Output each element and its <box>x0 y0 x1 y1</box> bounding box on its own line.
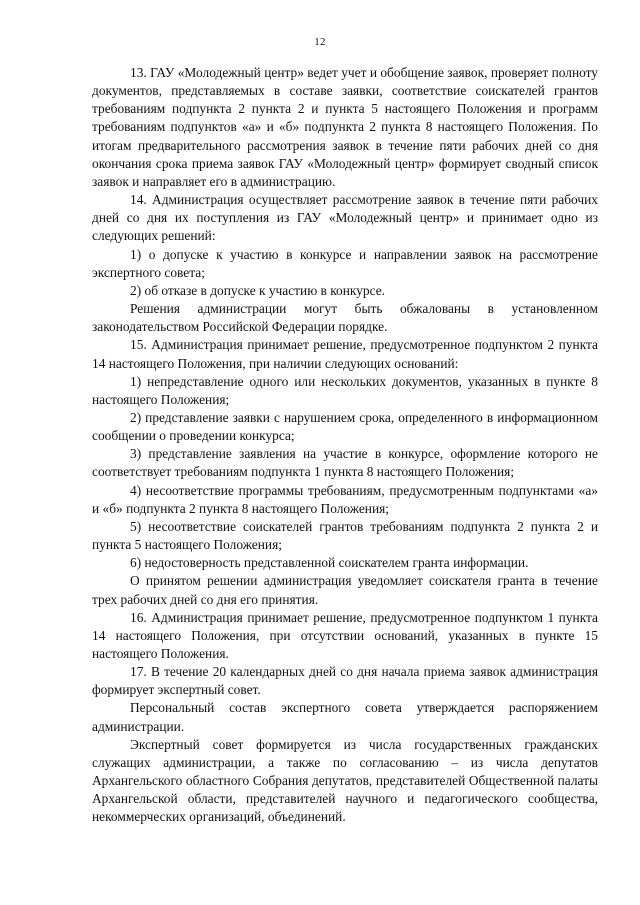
paragraph-14-item-2: 2) об отказе в допуске к участию в конкурсе. <box>130 282 386 298</box>
paragraph-16: 16. Администрация принимает решение, предусмотренное подпунктом 1 пункта 14 настоящего Положения, при отсутствии оснований, указанных в пункте 15 настоящего Положения. <box>92 609 598 661</box>
page-number: 12 <box>314 36 326 48</box>
paragraph-13: 13. ГАУ «Молодежный центр» ведет учет и обобщение заявок, проверяет полноту документов, представляемых в составе заявки, соответствие соискателей грантов требованиям подпункта 2 пункта 2 и пункта 5 настоящего Положения и программ требованиям подпунктов «а» и «б» подпункта 2 пункта 8 настоящего Положения. По итогам предварительного рассмотрения заявок в течение пяти рабочих дней со дня окончания срока приема заявок ГАУ «Молодежный центр» формирует сводный список заявок и направляет его в администрацию. <box>92 65 598 189</box>
paragraph-17-composition: Персональный состав экспертного совета утверждается распоряжением администрации. <box>92 700 598 734</box>
paragraph-14-item-1: 1) о допуске к участию в конкурсе и направлении заявок на рассмотрение экспертного совета; <box>92 246 598 280</box>
paragraph-14: 14. Администрация осуществляет рассмотрение заявок в течение пяти рабочих дней со дня их поступления из ГАУ «Молодежный центр» и принимает одно из следующих решений: <box>92 192 598 244</box>
paragraph-17: 17. В течение 20 календарных дней со дня начала приема заявок администрация формирует экспертный совет. <box>92 664 598 698</box>
paragraph-15-notice: О принятом решении администрация уведомляет соискателя гранта в течение трех рабочих дней со дня его принятия. <box>92 573 598 607</box>
paragraph-15-item-4: 4) несоответствие программы требованиям, предусмотренным подпунктами «а» и «б» подпункта 2 пункта 8 настоящего Положения; <box>92 482 598 516</box>
paragraph-15-item-5: 5) несоответствие соискателей грантов требованиям подпункта 2 пункта 2 и пункта 5 настоящего Положения; <box>92 518 598 553</box>
paragraph-15: 15. Администрация принимает решение, предусмотренное подпунктом 2 пункта 14 настоящего Положения, при наличии следующих оснований: <box>92 337 598 371</box>
paragraph-15-item-2: 2) представление заявки с нарушением срока, определенного в информационном сообщении о проведении конкурса; <box>92 409 598 444</box>
document-body <box>92 64 598 827</box>
paragraph-15-item-6: 6) недостоверность представленной соискателем гранта информации. <box>130 555 529 571</box>
paragraph-15-item-1: 1) непредставление одного или нескольких документов, указанных в пункте 8 настоящего Положения; <box>92 373 598 407</box>
paragraph-15-item-3: 3) представление заявления на участие в конкурсе, оформление которого не соответствует требованиям подпункта 1 пункта 8 настоящего Положения; <box>92 446 598 480</box>
paragraph-14-appeal: Решения администрации могут быть обжалованы в установленном законодательством Российской Федерации порядке. <box>92 301 598 335</box>
paragraph-17-formation: Экспертный совет формируется из числа государственных гражданских служащих администрации, а также по согласованию – из числа депутатов Архангельского областного Собрания депутатов, представителей Общественной палаты Архангельской области, представителей научного и педагогического сообщества, некоммерческих организаций, объединений. <box>92 736 598 825</box>
